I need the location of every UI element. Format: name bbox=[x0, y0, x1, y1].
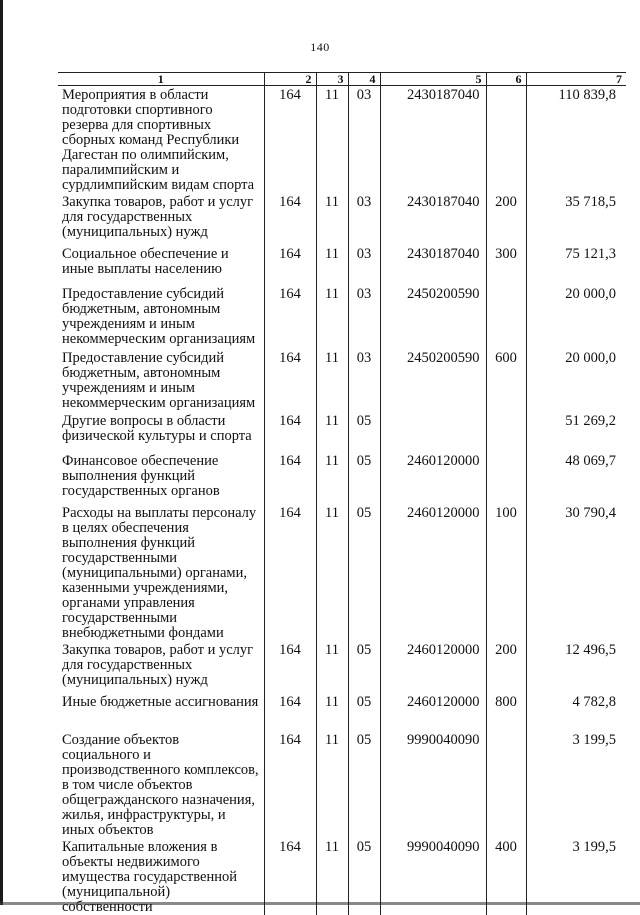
table-row bbox=[58, 693, 626, 731]
expense-name: Создание объектов социального и производственного комплексов, в том числе объектов общегражданского назначения, жилья, инфраструктуры, и иных объектов bbox=[62, 732, 259, 838]
expense-name: Предоставление субсидий бюджетным, автономным учреждениям и иным некоммерческим организациям bbox=[62, 286, 256, 347]
subsection-code: 05 bbox=[348, 641, 380, 693]
section-code: 11 bbox=[316, 245, 348, 285]
subsection-code: 03 bbox=[348, 245, 380, 285]
table-row bbox=[58, 245, 626, 285]
expense-name: Финансовое обеспечение выполнения функций государственных органов bbox=[62, 453, 220, 499]
target-article-code: 2450200590 bbox=[380, 349, 486, 412]
amount: 110 839,8 bbox=[526, 86, 626, 194]
expense-type-code: 200 bbox=[486, 193, 526, 245]
subsection-code: 05 bbox=[348, 731, 380, 838]
column-header-5: 5 bbox=[380, 73, 486, 86]
section-code: 11 bbox=[316, 349, 348, 412]
expense-type-code: 400 bbox=[486, 838, 526, 915]
page-number: 140 bbox=[310, 40, 330, 54]
ministry-code: 164 bbox=[264, 504, 316, 641]
ministry-code: 164 bbox=[264, 731, 316, 838]
target-article-code: 2460120000 bbox=[380, 504, 486, 641]
table-row bbox=[58, 641, 626, 693]
column-header-3: 3 bbox=[316, 73, 348, 86]
section-code: 11 bbox=[316, 504, 348, 641]
amount: 4 782,8 bbox=[526, 693, 626, 731]
amount: 75 121,3 bbox=[526, 245, 626, 285]
column-header-7: 7 bbox=[526, 73, 626, 86]
ministry-code: 164 bbox=[264, 349, 316, 412]
section-code: 11 bbox=[316, 412, 348, 452]
expense-type-code bbox=[486, 731, 526, 838]
expense-name: Иные бюджетные ассигнования bbox=[62, 694, 259, 710]
table-row bbox=[58, 504, 626, 641]
ministry-code: 164 bbox=[264, 193, 316, 245]
header-row bbox=[58, 73, 626, 86]
expense-type-code bbox=[486, 452, 526, 504]
expense-type-code bbox=[486, 412, 526, 452]
subsection-code: 03 bbox=[348, 349, 380, 412]
section-code: 11 bbox=[316, 838, 348, 915]
section-code: 11 bbox=[316, 285, 348, 349]
expense-type-code: 200 bbox=[486, 641, 526, 693]
subsection-code: 03 bbox=[348, 193, 380, 245]
target-article-code: 2430187040 bbox=[380, 86, 486, 194]
table-row bbox=[58, 349, 626, 412]
table-row bbox=[58, 838, 626, 915]
section-code: 11 bbox=[316, 731, 348, 838]
target-article-code: 9990040090 bbox=[380, 838, 486, 915]
column-header-6: 6 bbox=[486, 73, 526, 86]
subsection-code: 03 bbox=[348, 285, 380, 349]
scan-left-edge bbox=[0, 0, 3, 905]
column-header-2: 2 bbox=[264, 73, 316, 86]
ministry-code: 164 bbox=[264, 86, 316, 194]
target-article-code: 2430187040 bbox=[380, 245, 486, 285]
expense-name: Расходы на выплаты персоналу в целях обеспечения выполнения функций государственными (муниципальными) органами, казенными учреждениями, органами управления государственными внебюджетными фондами bbox=[62, 505, 257, 641]
amount: 3 199,5 bbox=[526, 731, 626, 838]
amount: 20 000,0 bbox=[526, 285, 626, 349]
ministry-code: 164 bbox=[264, 412, 316, 452]
target-article-code: 9990040090 bbox=[380, 731, 486, 838]
ministry-code: 164 bbox=[264, 693, 316, 731]
section-code: 11 bbox=[316, 193, 348, 245]
subsection-code: 05 bbox=[348, 838, 380, 915]
table-row bbox=[58, 193, 626, 245]
amount: 3 199,5 bbox=[526, 838, 626, 915]
subsection-code: 05 bbox=[348, 693, 380, 731]
subsection-code: 03 bbox=[348, 86, 380, 194]
amount: 51 269,2 bbox=[526, 412, 626, 452]
expense-name: Социальное обеспечение и иные выплаты населению bbox=[62, 246, 229, 277]
expense-name: Закупка товаров, работ и услуг для государственных (муниципальных) нужд bbox=[62, 194, 254, 240]
expense-type-code bbox=[486, 285, 526, 349]
ministry-code: 164 bbox=[264, 452, 316, 504]
budget-table bbox=[58, 72, 626, 915]
subsection-code: 05 bbox=[348, 412, 380, 452]
expense-type-code: 600 bbox=[486, 349, 526, 412]
amount: 35 718,5 bbox=[526, 193, 626, 245]
amount: 30 790,4 bbox=[526, 504, 626, 641]
target-article-code: 2450200590 bbox=[380, 285, 486, 349]
amount: 12 496,5 bbox=[526, 641, 626, 693]
ministry-code: 164 bbox=[264, 838, 316, 915]
amount: 20 000,0 bbox=[526, 349, 626, 412]
ministry-code: 164 bbox=[264, 641, 316, 693]
section-code: 11 bbox=[316, 693, 348, 731]
table-row bbox=[58, 452, 626, 504]
amount: 48 069,7 bbox=[526, 452, 626, 504]
expense-name: Мероприятия в области подготовки спортивного резерва для спортивных сборных команд Республики Дагестан по олимпийским, паралимпийским и сурдлимпийским видам спорта bbox=[62, 87, 255, 193]
ministry-code: 164 bbox=[264, 285, 316, 349]
target-article-code: 2460120000 bbox=[380, 693, 486, 731]
target-article-code: 2460120000 bbox=[380, 452, 486, 504]
section-code: 11 bbox=[316, 641, 348, 693]
expense-name: Предоставление субсидий бюджетным, автономным учреждениям и иным некоммерческим организациям bbox=[62, 350, 256, 411]
table-row bbox=[58, 285, 626, 349]
ministry-code: 164 bbox=[264, 245, 316, 285]
table-row bbox=[58, 412, 626, 452]
target-article-code: 2430187040 bbox=[380, 193, 486, 245]
expense-type-code: 800 bbox=[486, 693, 526, 731]
expense-type-code: 100 bbox=[486, 504, 526, 641]
expense-name: Другие вопросы в области физической культуры и спорта bbox=[62, 413, 252, 444]
expense-name: Закупка товаров, работ и услуг для государственных (муниципальных) нужд bbox=[62, 642, 254, 688]
expense-name: Капитальные вложения в объекты недвижимого имущества государственной (муниципальной) собственности bbox=[62, 839, 237, 915]
target-article-code: 2460120000 bbox=[380, 641, 486, 693]
subsection-code: 05 bbox=[348, 452, 380, 504]
expense-type-code: 300 bbox=[486, 245, 526, 285]
expense-type-code bbox=[486, 86, 526, 194]
target-article-code bbox=[380, 412, 486, 452]
section-code: 11 bbox=[316, 452, 348, 504]
section-code: 11 bbox=[316, 86, 348, 194]
table-row bbox=[58, 86, 626, 194]
table-row bbox=[58, 731, 626, 838]
column-header-4: 4 bbox=[348, 73, 380, 86]
subsection-code: 05 bbox=[348, 504, 380, 641]
column-header-1: 1 bbox=[58, 73, 264, 86]
